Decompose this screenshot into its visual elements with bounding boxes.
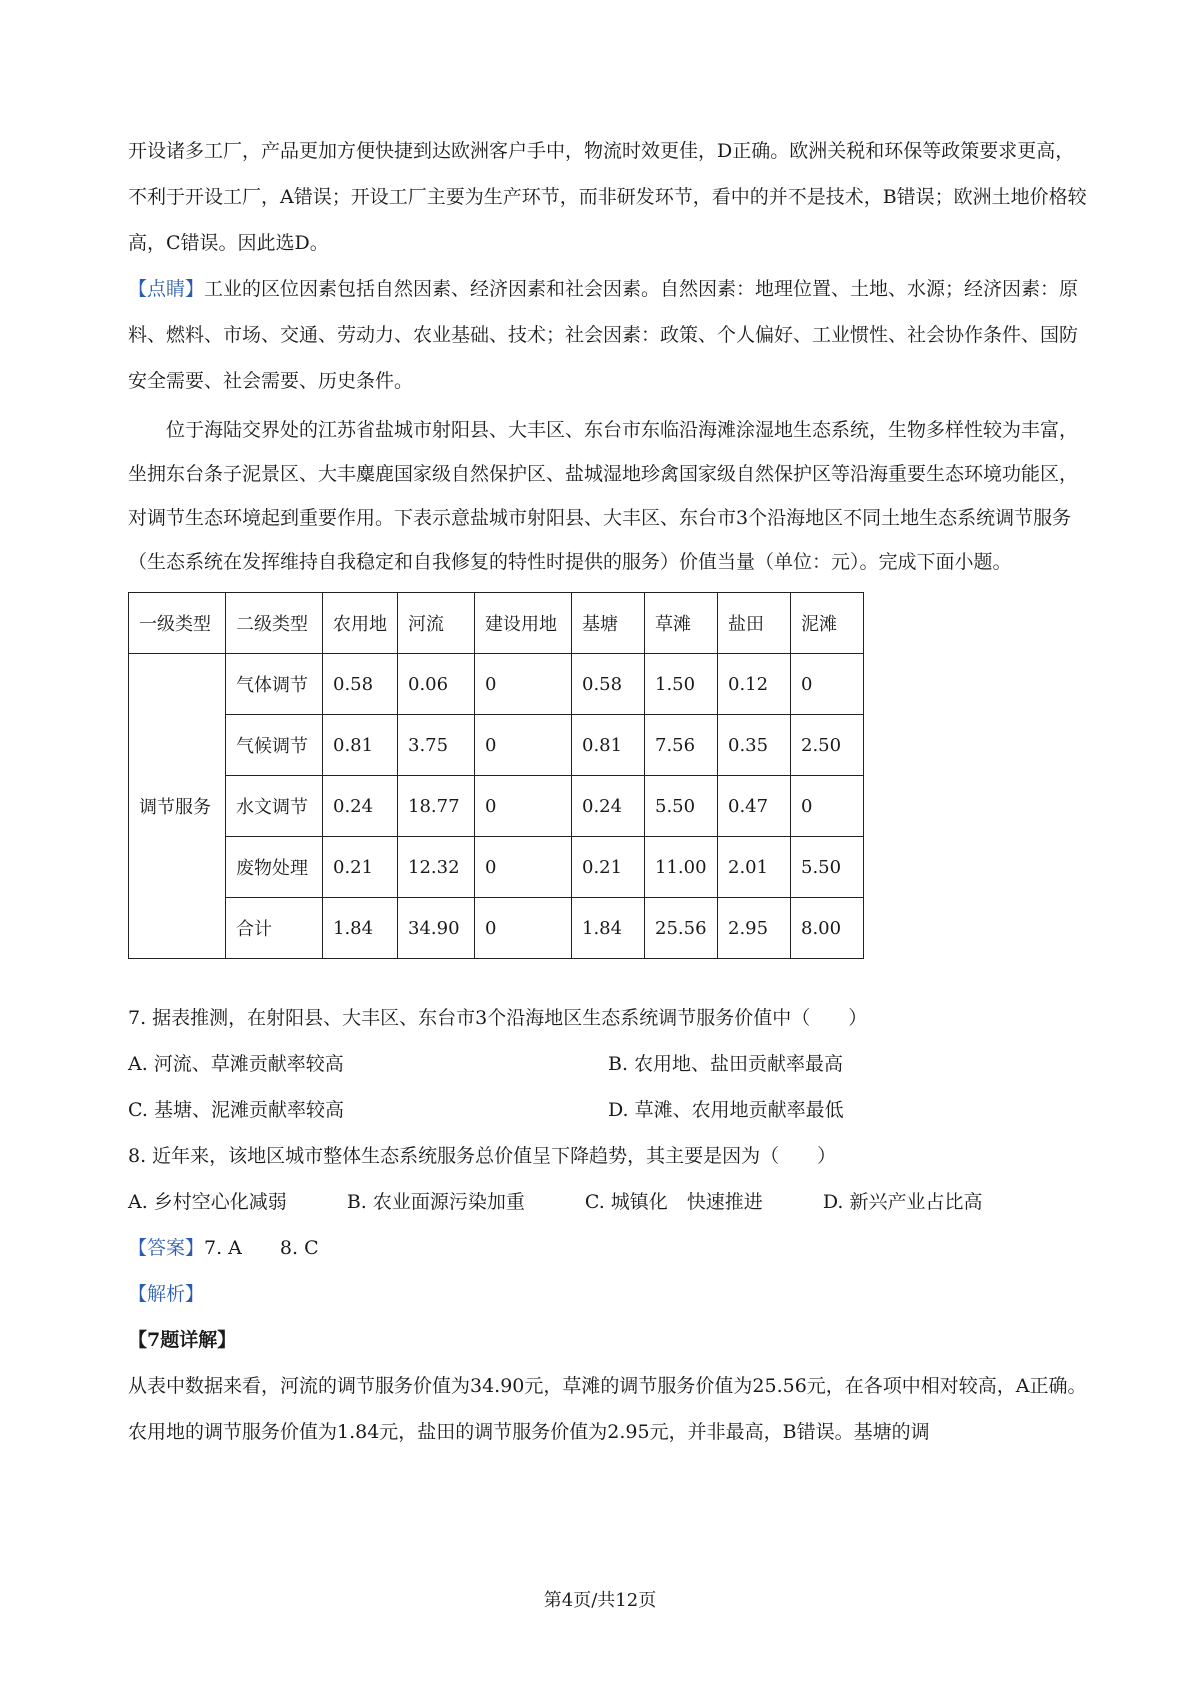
table-header-cell: 草滩 (645, 593, 718, 654)
dianjing-paragraph (128, 266, 1088, 404)
table-cell: 0.21 (323, 837, 398, 898)
page-footer: 第4页/共12页 (543, 1590, 657, 1611)
answer-tag: 【答案】 (128, 1237, 205, 1259)
table-row (129, 898, 864, 959)
table-cell: 3.75 (398, 715, 475, 776)
table-header-cell: 河流 (398, 593, 475, 654)
table-cell: 0.06 (398, 654, 475, 715)
table-row (129, 715, 864, 776)
table-cell: 11.00 (645, 837, 718, 898)
table-cell: 0.12 (718, 654, 791, 715)
question-7 (128, 995, 1088, 1133)
question-8 (128, 1133, 1088, 1225)
table-row (129, 654, 864, 715)
question-8-option-b: B. 农业面源污染加重 (346, 1191, 525, 1213)
question-7-option-a: A. 河流、草滩贡献率较高 (128, 1053, 344, 1075)
table-header-cell: 盐田 (718, 593, 791, 654)
table-cell: 0 (475, 776, 572, 837)
table-cell: 25.56 (645, 898, 718, 959)
analysis-heading: 【解析】 (128, 1283, 205, 1305)
table-cell: 0.24 (572, 776, 645, 837)
table-cell: 合计 (226, 898, 323, 959)
question-8-option-d: D. 新兴产业占比高 (822, 1191, 983, 1213)
question-7-option-c: C. 基塘、泥滩贡献率较高 (128, 1099, 344, 1121)
table-header-cell: 建设用地 (475, 593, 572, 654)
table-cell: 0 (791, 776, 864, 837)
table-header-cell: 基塘 (572, 593, 645, 654)
table-cell: 0.81 (572, 715, 645, 776)
table-cell: 1.84 (572, 898, 645, 959)
table-cell: 废物处理 (226, 837, 323, 898)
intro-paragraph: 位于海陆交界处的江苏省盐城市射阳县、大丰区、东台市东临沿海滩涂湿地生态系统，生物多样性较为丰富，坐拥东台条子泥景区、大丰麋鹿国家级自然保护区、盐城湿地珍禽国家级自然保护区等沿海重要生态环境功能区，对调节生态环境起到重要作用。下表示意盐城市射阳县、大丰区、东台市3个沿海地区不同土地生态系统调节服务（生态系统在发挥维持自我稳定和自我修复的特性时提供的服务）价值当量（单位：元）。完成下面小题。 (128, 419, 1079, 573)
table-cell: 7.56 (645, 715, 718, 776)
table-cell: 水文调节 (226, 776, 323, 837)
table-cell: 气候调节 (226, 715, 323, 776)
table-header-cell: 泥滩 (791, 593, 864, 654)
table-cell: 5.50 (645, 776, 718, 837)
table-cell: 12.32 (398, 837, 475, 898)
answer-line (128, 1225, 1088, 1271)
question-7-options (128, 1041, 1088, 1133)
table-cell: 0 (475, 898, 572, 959)
table-cell: 2.50 (791, 715, 864, 776)
table-cell: 0.58 (323, 654, 398, 715)
table-header-cell: 农用地 (323, 593, 398, 654)
table-header-cell: 一级类型 (129, 593, 226, 654)
detail-paragraph: 从表中数据来看，河流的调节服务价值为34.90元，草滩的调节服务价值为25.56元，在各项中相对较高，A正确。农用地的调节服务价值为1.84元，盐田的调节服务价值为2.95元，并非最高，B错误。基塘的调 (128, 1375, 1087, 1443)
table-row (129, 837, 864, 898)
question-7-option-d: D. 草滩、农用地贡献率最低 (608, 1099, 844, 1121)
table-cell: 1.84 (323, 898, 398, 959)
table-cell: 8.00 (791, 898, 864, 959)
table-cell: 5.50 (791, 837, 864, 898)
dianjing-text: 工业的区位因素包括自然因素、经济因素和社会因素。自然因素：地理位置、土地、水源；经济因素：原料、燃料、市场、交通、劳动力、农业基础、技术；社会因素：政策、个人偏好、工业惯性、社会协作条件、国防安全需要、社会需要、历史条件。 (128, 278, 1079, 392)
table-header-row (129, 593, 864, 654)
table-cell: 0.58 (572, 654, 645, 715)
dianjing-tag: 【点睛】 (128, 278, 205, 300)
document-page (128, 128, 1088, 1455)
table-cell: 气体调节 (226, 654, 323, 715)
table-cell: 0 (475, 837, 572, 898)
table-cell: 0.35 (718, 715, 791, 776)
table-cell: 0 (475, 654, 572, 715)
table-cell: 0.21 (572, 837, 645, 898)
table-cell: 18.77 (398, 776, 475, 837)
table-cell: 1.50 (645, 654, 718, 715)
table-cell: 0 (475, 715, 572, 776)
table-cell: 0 (791, 654, 864, 715)
detail-heading: 【7题详解】 (128, 1329, 237, 1351)
question-7-stem: 7. 据表推测，在射阳县、大丰区、东台市3个沿海地区生态系统调节服务价值中（ ） (128, 1007, 868, 1029)
table-cell: 0.24 (323, 776, 398, 837)
table-row (129, 776, 864, 837)
table-cell: 34.90 (398, 898, 475, 959)
table-group-cell: 调节服务 (129, 654, 226, 959)
table-cell: 2.01 (718, 837, 791, 898)
answer-text: 7. A 8. C (204, 1237, 319, 1259)
question-8-option-a: A. 乡村空心化减弱 (128, 1191, 287, 1213)
table-cell: 0.47 (718, 776, 791, 837)
table-header-cell: 二级类型 (226, 593, 323, 654)
table-cell: 2.95 (718, 898, 791, 959)
continued-paragraph: 开设诸多工厂，产品更加方便快捷到达欧洲客户手中，物流时效更佳，D正确。欧洲关税和环保等政策要求更高，不利于开设工厂，A错误；开设工厂主要为生产环节，而非研发环节，看中的并不是技术，B错误；欧洲土地价格较高，C错误。因此选D。 (128, 140, 1087, 254)
question-8-options (128, 1179, 1088, 1225)
table-cell: 0.81 (323, 715, 398, 776)
question-7-option-b: B. 农用地、盐田贡献率最高 (608, 1053, 844, 1075)
value-table (128, 592, 864, 959)
question-8-stem: 8. 近年来，该地区城市整体生态系统服务总价值呈下降趋势，其主要是因为（ ） (128, 1145, 837, 1167)
question-8-option-c: C. 城镇化 快速推进 (584, 1191, 763, 1213)
